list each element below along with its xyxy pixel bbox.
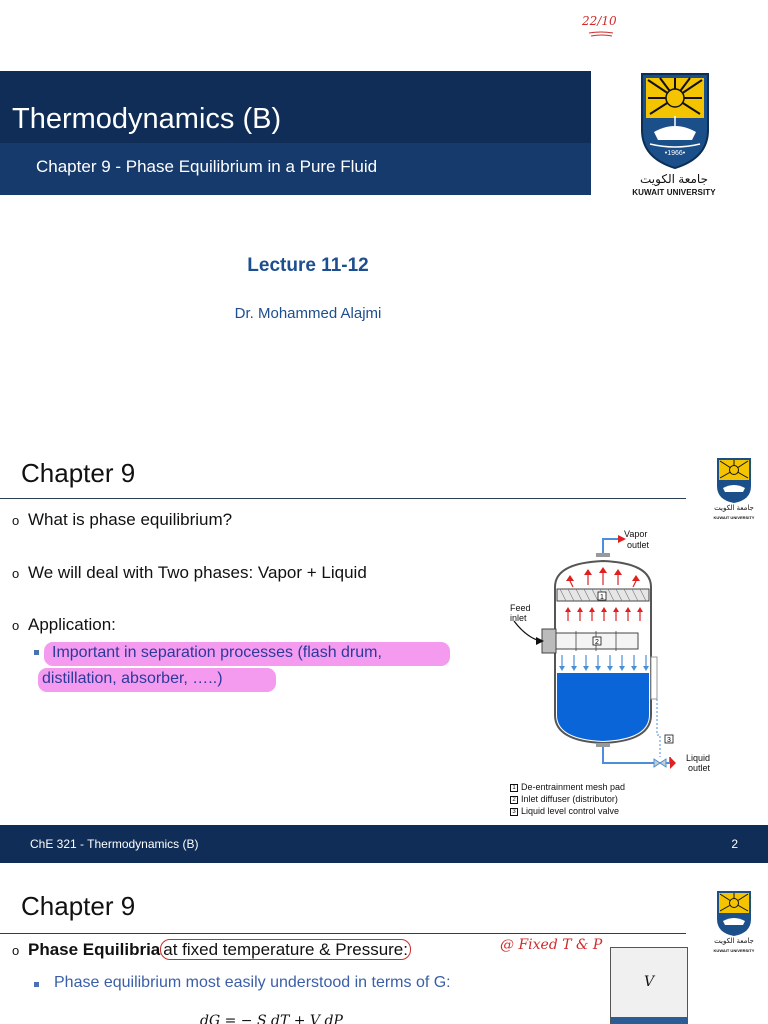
bullet-two-phases: o We will deal with Two phases: Vapor + Liquid [12,563,367,582]
slide-chapter-9-intro [0,430,768,863]
sub-bullet-gibbs: Phase equilibrium most easily understood in terms of G: [54,974,451,991]
logo-year: •1966• [664,150,686,157]
logo-arabic-text: جامعة الكويت [640,172,708,186]
marker-2: 2 [595,639,599,646]
legend-item-1: 1 De-entrainment mesh pad [510,782,625,792]
vapor-liquid-box [610,947,688,1024]
box-liquid-layer [611,1017,687,1023]
label-liquid-outlet-2: outlet [688,763,711,773]
marker-3: 3 [667,737,671,744]
sub-bullet-marker [34,982,39,987]
label-liquid: Liquid [686,753,711,763]
legend-item-2: 2 Inlet diffuser (distributor) [510,794,618,804]
author-name: Dr. Mohammed Alajmi [234,305,382,322]
logo-arabic-text: جامعة الكويت [714,938,754,945]
liquid-outlet-arrow-icon [670,757,676,769]
box-vapor-label: V [643,974,655,990]
label-vapor-outlet-2: outlet [627,540,650,550]
circled-annotation: at fixed temperature & Pressure: [160,939,411,960]
footer-course: ChE 321 - Thermodynamics (B) [30,837,199,851]
deck-subtitle: Chapter 9 - Phase Equilibrium in a Pure Fluid [36,157,378,176]
label-vapor: Vapor [624,529,648,539]
lecture-number: Lecture 11-12 [247,255,369,276]
sub-bullet-line-2: distillation, absorber, …..) [42,670,223,687]
label-feed-inlet-2: inlet [510,613,527,623]
liquid-region [557,673,649,741]
label-feed: Feed [510,603,531,613]
gibbs-equation-fragment: dG = − S dT + V dP [200,1013,343,1024]
title-divider [0,498,686,499]
slide-title: Chapter 9 [21,458,136,488]
slide-footer [0,825,768,863]
logo-english-text: KUWAIT UNIVERSITY [713,515,755,520]
sub-bullet-marker [34,650,39,655]
logo-english-text: KUWAIT UNIVERSITY [632,188,716,197]
logo-english-text: KUWAIT UNIVERSITY [713,948,755,953]
bullet-phase-equilibria: o Phase Equilibria at fixed temperature & Pressure: [12,940,411,960]
slide-phase-equilibria [0,863,768,1024]
flash-drum-diagram [500,525,740,825]
bullet-phase-equilibrium: o What is phase equilibrium? [12,510,233,529]
handwritten-note: @ Fixed T & P [500,937,603,953]
logo-arabic-text: جامعة الكويت [714,505,754,512]
slide-title: Chapter 9 [21,891,136,921]
handwritten-date: 22/10 [582,14,617,28]
deck-title: Thermodynamics (B) [12,103,282,135]
footer-page-number: 2 [731,837,738,851]
bullet-application: o Application: [12,615,116,634]
title-divider [0,933,686,934]
legend-item-3: 3 Liquid level control valve [510,806,619,816]
marker-1: 1 [600,594,604,601]
sub-bullet-line-1: Important in separation processes (flash drum, [52,644,382,661]
date-underline-icon [588,30,614,38]
kuwait-university-logo-small-icon [714,889,754,937]
slide-title [0,0,768,430]
kuwait-university-logo-small-icon [714,456,754,504]
